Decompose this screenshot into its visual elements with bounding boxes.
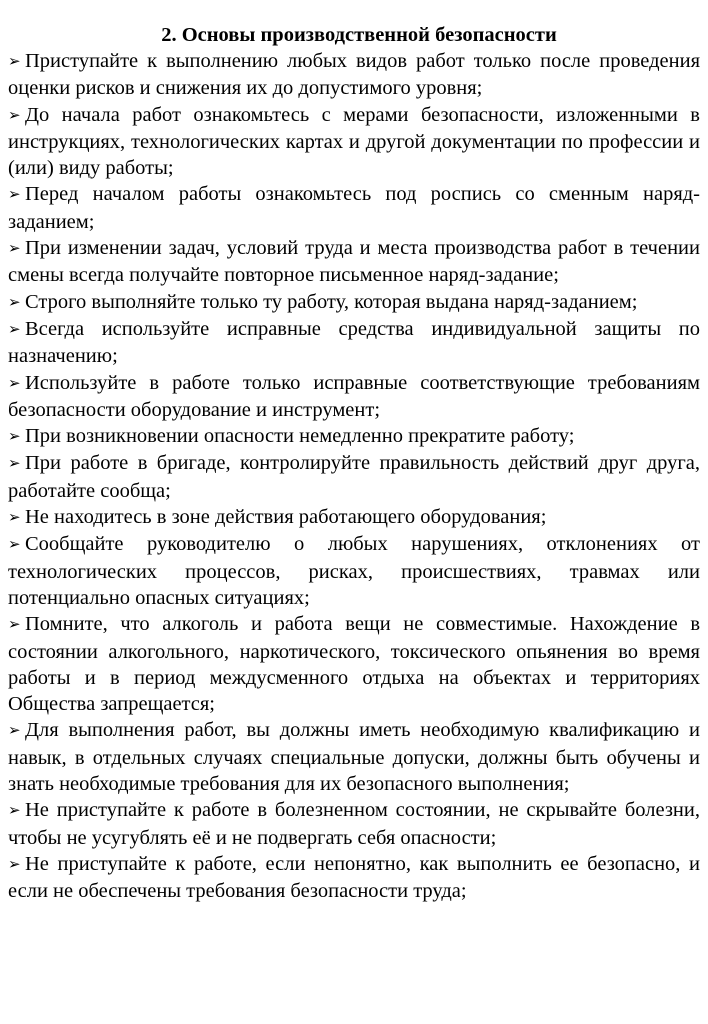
list-item	[8, 316, 700, 370]
list-item-text: До начала работ ознакомьтесь с мерами безопасности, изложенными в инструкциях, технологических картах и другой документации по профессии и (или) виду работы;	[8, 103, 700, 180]
list-item-text: Приступайте к выполнению любых видов работ только после проведения оценки рисков и снижения их до допустимого уровня;	[8, 50, 700, 100]
arrow-bullet-icon: ➢	[8, 319, 21, 338]
list-item-text: Сообщайте руководителю о любых нарушениях, отклонениях от технологических процессов, рисках, происшествиях, травмах или потенциально опасных ситуациях;	[8, 533, 700, 609]
arrow-bullet-icon: ➢	[8, 239, 21, 258]
list-item-text: Перед началом работы ознакомьтесь под роспись со сменным наряд-заданием;	[8, 183, 700, 233]
list-item-text: Строго выполняйте только ту работу, которая выдана наряд-заданием;	[25, 290, 638, 313]
list-item-text: При возникновении опасности немедленно прекратите работу;	[25, 425, 575, 448]
list-item	[8, 235, 700, 289]
list-item-text: При работе в бригаде, контролируйте правильность действий друг друга, работайте сообща;	[8, 452, 700, 502]
list-item-text: Не находитесь в зоне действия работающего оборудования;	[25, 506, 547, 529]
list-item-text: Используйте в работе только исправные соответствующие требованиям безопасности оборудование и инструмент;	[8, 371, 700, 421]
list-item	[8, 450, 700, 504]
arrow-bullet-icon: ➢	[8, 535, 21, 554]
list-item-text: При изменении задач, условий труда и места производства работ в течении смены всегда получайте повторное письменное наряд-задание;	[8, 237, 700, 287]
section-title: 2. Основы производственной безопасности	[161, 24, 557, 46]
arrow-bullet-icon: ➢	[8, 373, 21, 392]
arrow-bullet-icon: ➢	[8, 854, 21, 873]
arrow-bullet-icon: ➢	[8, 801, 21, 820]
list-item	[8, 370, 700, 424]
arrow-bullet-icon: ➢	[8, 508, 21, 527]
list-item	[8, 851, 700, 905]
rules-list	[8, 48, 700, 905]
document-page	[8, 22, 700, 905]
list-item	[8, 797, 700, 851]
list-item-text: Помните, что алкоголь и работа вещи не совместимые. Нахождение в состоянии алкогольного, наркотического, токсического опьянения во время работы и в период междусменного отдыха на объектах и территориях Общества запрещается;	[8, 613, 700, 716]
list-item	[8, 423, 700, 450]
list-item	[8, 48, 700, 102]
list-item	[8, 102, 700, 182]
arrow-bullet-icon: ➢	[8, 52, 21, 70]
arrow-bullet-icon: ➢	[8, 292, 21, 311]
list-item-text: Для выполнения работ, вы должны иметь необходимую квалификацию и навык, в отдельных случаях специальные допуски, должны быть обучены и знать необходимые требования для их безопасного выполнения;	[8, 719, 700, 796]
arrow-bullet-icon: ➢	[8, 454, 21, 473]
list-item	[8, 611, 700, 717]
list-item	[8, 531, 700, 611]
arrow-bullet-icon: ➢	[8, 427, 21, 446]
arrow-bullet-icon: ➢	[8, 615, 21, 634]
list-item-text: Не приступайте к работе, если непонятно, как выполнить ее безопасно, и если не обеспечены требования безопасности труда;	[8, 852, 700, 903]
arrow-bullet-icon: ➢	[8, 185, 21, 204]
list-item	[8, 717, 700, 797]
list-item-text: Всегда используйте исправные средства индивидуальной защиты по назначению;	[8, 317, 700, 368]
arrow-bullet-icon: ➢	[8, 105, 21, 124]
list-item-text: Не приступайте к работе в болезненном состоянии, не скрывайте болезни, чтобы не усугублять её и не подвергать себя опасности;	[8, 799, 700, 849]
list-item	[8, 289, 700, 316]
list-item	[8, 181, 700, 235]
arrow-bullet-icon: ➢	[8, 721, 21, 740]
list-item	[8, 504, 700, 531]
